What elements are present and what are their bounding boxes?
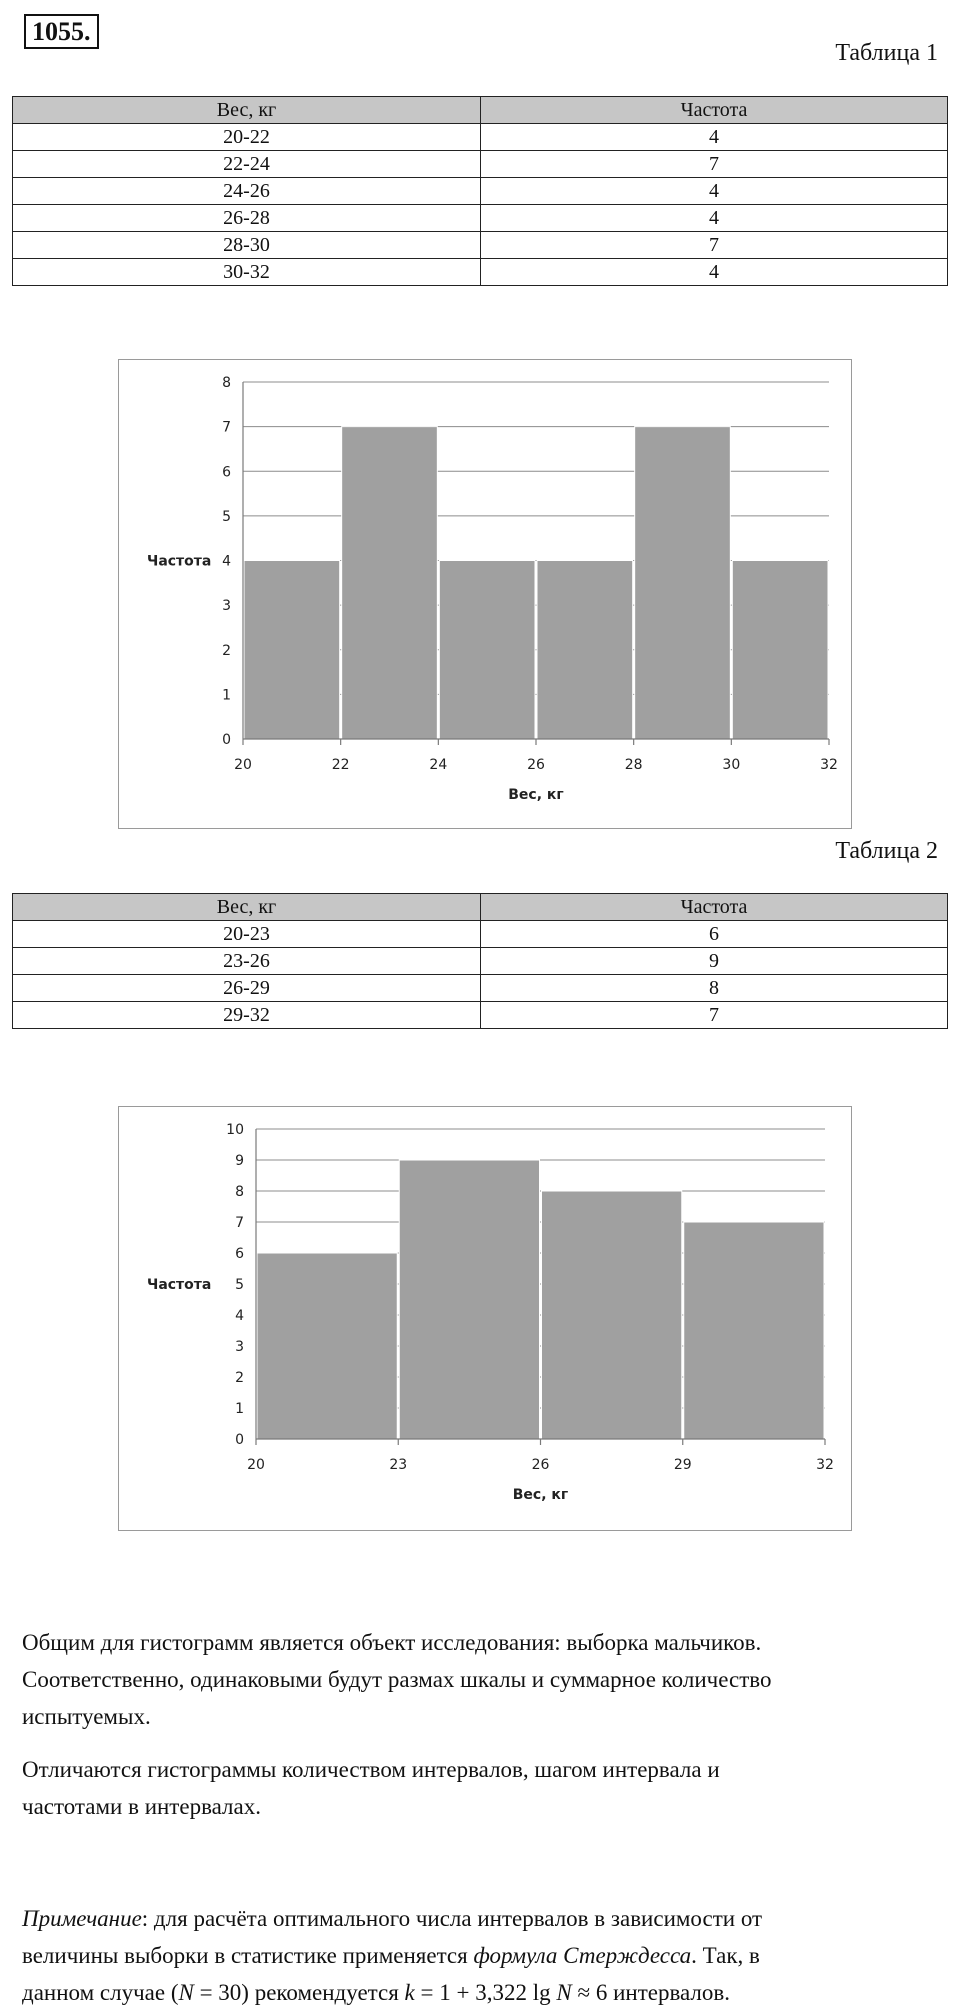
histogram-bar <box>244 561 340 740</box>
formula-name: формула Стерждесса <box>473 1943 692 1968</box>
problem-number: 1055. <box>24 14 99 49</box>
math-var: N <box>556 1980 572 2005</box>
weight-cell: 26-28 <box>13 205 481 232</box>
math-var: N <box>178 1980 194 2005</box>
paragraph-common <box>22 1624 942 1735</box>
text-line: Отличаются гистограммы количеством интервалов, шагом интервала и <box>22 1757 720 1782</box>
text-fragment: = 30) рекомендуется <box>193 1980 405 2005</box>
table-row <box>13 205 948 232</box>
histogram-bar <box>537 561 633 740</box>
y-tick-label: 1 <box>235 1401 244 1417</box>
y-tick-label: 2 <box>235 1370 244 1386</box>
frequency-cell: 4 <box>481 178 948 205</box>
table-row <box>13 151 948 178</box>
text-fragment: данном случае ( <box>22 1980 179 2005</box>
text-fragment: ≈ 6 интервалов. <box>571 1980 731 2005</box>
histogram-bar <box>684 1222 824 1439</box>
y-tick-label: 0 <box>235 1432 244 1448</box>
frequency-table-2 <box>12 893 948 1029</box>
weight-cell: 29-32 <box>13 1002 481 1029</box>
x-tick-label: 32 <box>816 1457 834 1473</box>
frequency-cell: 7 <box>481 232 948 259</box>
y-tick-label: 4 <box>235 1308 244 1324</box>
x-tick-label: 23 <box>389 1457 408 1473</box>
histogram-2-svg <box>119 1107 851 1530</box>
histogram-1 <box>118 359 852 829</box>
y-tick-label: 10 <box>226 1122 244 1138</box>
frequency-table-1 <box>12 96 948 286</box>
formula-text: = 1 + 3,322 lg <box>414 1980 557 2005</box>
frequency-cell: 4 <box>481 205 948 232</box>
table-row <box>13 124 948 151</box>
frequency-cell: 7 <box>481 1002 948 1029</box>
x-tick-label: 28 <box>624 757 643 773</box>
table-row <box>13 1002 948 1029</box>
y-tick-label: 6 <box>222 464 231 481</box>
y-tick-label: 9 <box>235 1153 244 1169</box>
x-tick-label: 22 <box>331 757 350 773</box>
weight-cell: 23-26 <box>13 948 481 975</box>
weight-cell: 20-22 <box>13 124 481 151</box>
frequency-cell: 7 <box>481 151 948 178</box>
text-line: частотами в интервалах. <box>22 1794 261 1819</box>
y-tick-label: 3 <box>235 1339 244 1355</box>
text-line: испытуемых. <box>22 1704 151 1729</box>
frequency-cell: 8 <box>481 975 948 1002</box>
histogram-bar <box>342 427 438 739</box>
header-frequency: Частота <box>481 894 948 921</box>
weight-cell: 24-26 <box>13 178 481 205</box>
x-tick-label: 24 <box>429 757 448 773</box>
note-label: Примечание <box>22 1906 142 1931</box>
y-axis-title: Частота <box>147 553 212 570</box>
histogram-1-svg <box>119 360 851 828</box>
weight-cell: 20-23 <box>13 921 481 948</box>
text-fragment: величины выборки в статистике применяется <box>22 1943 474 1968</box>
table-row <box>13 178 948 205</box>
y-axis-title: Частота <box>147 1277 212 1293</box>
frequency-cell: 4 <box>481 259 948 286</box>
histogram-bar <box>399 1160 539 1439</box>
text-fragment: . Так, в <box>691 1943 760 1968</box>
math-var: k <box>404 1980 415 2005</box>
table-row <box>13 975 948 1002</box>
weight-cell: 22-24 <box>13 151 481 178</box>
histogram-bar <box>732 561 828 740</box>
paragraph-note <box>22 1900 942 2011</box>
y-tick-label: 8 <box>222 375 231 391</box>
histogram-bar <box>542 1191 682 1439</box>
y-tick-label: 3 <box>222 598 231 615</box>
weight-cell: 26-29 <box>13 975 481 1002</box>
table1-caption: Таблица 1 <box>835 40 938 66</box>
histogram-bar <box>439 561 535 740</box>
y-tick-label: 2 <box>222 642 231 659</box>
x-tick-label: 26 <box>531 1457 550 1473</box>
text-line: Общим для гистограмм является объект исследования: выборка мальчиков. <box>22 1630 762 1655</box>
x-axis-title: Вес, кг <box>508 787 564 803</box>
x-tick-label: 32 <box>820 757 838 773</box>
text-line: Соответственно, одинаковыми будут размах шкалы и суммарное количество <box>22 1667 772 1692</box>
table-row <box>13 948 948 975</box>
table-row <box>13 921 948 948</box>
header-weight: Вес, кг <box>13 894 481 921</box>
weight-cell: 28-30 <box>13 232 481 259</box>
y-tick-label: 1 <box>222 687 231 704</box>
histogram-bar <box>257 1253 397 1439</box>
y-tick-label: 5 <box>222 508 231 525</box>
header-weight: Вес, кг <box>13 97 481 124</box>
table2-caption: Таблица 2 <box>835 838 938 864</box>
table-row <box>13 259 948 286</box>
weight-cell: 30-32 <box>13 259 481 286</box>
histogram-bar <box>635 427 731 739</box>
frequency-cell: 4 <box>481 124 948 151</box>
y-tick-label: 8 <box>235 1184 244 1200</box>
x-axis-title: Вес, кг <box>512 1487 569 1503</box>
y-tick-label: 7 <box>235 1215 244 1231</box>
y-tick-label: 4 <box>222 553 231 570</box>
text-fragment: : для расчёта оптимального числа интервалов в зависимости от <box>141 1906 763 1931</box>
frequency-cell: 9 <box>481 948 948 975</box>
x-tick-label: 26 <box>527 757 545 773</box>
x-tick-label: 30 <box>722 757 741 773</box>
y-tick-label: 0 <box>222 732 231 748</box>
table-row <box>13 232 948 259</box>
x-tick-label: 20 <box>234 757 252 773</box>
header-frequency: Частота <box>481 97 948 124</box>
y-tick-label: 7 <box>222 419 231 436</box>
x-tick-label: 29 <box>673 1457 692 1473</box>
y-tick-label: 6 <box>235 1246 244 1262</box>
paragraph-differences <box>22 1751 942 1825</box>
frequency-cell: 6 <box>481 921 948 948</box>
y-tick-label: 5 <box>235 1277 244 1293</box>
histogram-2 <box>118 1106 852 1531</box>
x-tick-label: 20 <box>247 1457 265 1473</box>
